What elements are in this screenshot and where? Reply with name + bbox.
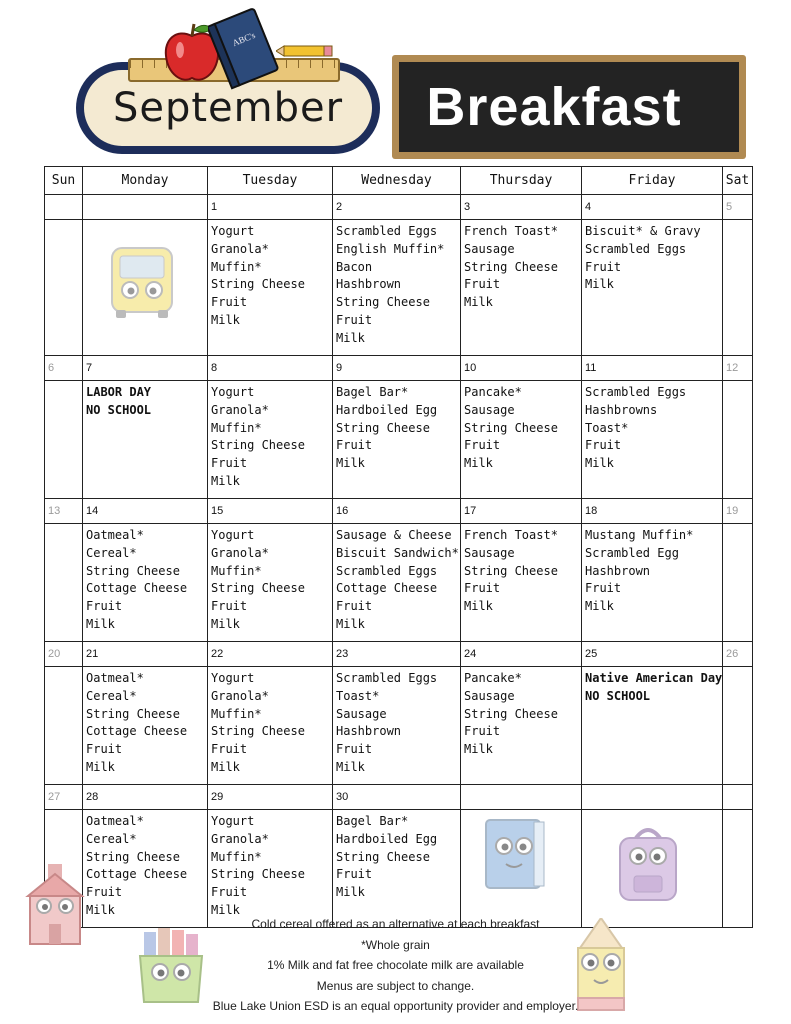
- menu-item: String Cheese: [86, 849, 180, 864]
- date-number: 13: [45, 499, 83, 524]
- menu-item: Muffin*: [211, 706, 262, 721]
- date-number: [83, 195, 208, 220]
- date-number: 1: [208, 195, 333, 220]
- date-number: 23: [333, 642, 461, 667]
- menu-item: Muffin*: [211, 420, 262, 435]
- menu-item: Fruit: [464, 581, 501, 596]
- footer-note-milk: 1% Milk and fat free chocolate milk are available: [267, 958, 524, 972]
- menu-item: Yogurt: [211, 528, 255, 542]
- weekday-header: Sat: [723, 167, 753, 195]
- menu-item: Fruit: [464, 724, 501, 739]
- menu-item: String Cheese: [336, 420, 430, 435]
- date-number: 14: [83, 499, 208, 524]
- menu-item: String Cheese: [86, 563, 180, 578]
- menu-item: Fruit: [336, 867, 373, 882]
- date-number: 9: [333, 356, 461, 381]
- menu-item: Sausage & Cheese: [336, 528, 452, 542]
- menu-item: Fruit: [211, 599, 248, 614]
- date-row: [45, 195, 753, 220]
- menu-item: Milk: [585, 277, 614, 292]
- menu-item: Fruit: [86, 885, 123, 900]
- menu-item: Yogurt: [211, 671, 255, 685]
- menu-cell: [45, 220, 83, 356]
- date-number: 30: [333, 785, 461, 810]
- date-number: 17: [461, 499, 582, 524]
- date-number: [461, 785, 582, 810]
- menu-cell: [582, 220, 723, 356]
- menu-item: Cereal*: [86, 688, 137, 703]
- menu-item: Scrambled Eggs: [585, 385, 687, 399]
- menu-cell: [723, 381, 753, 499]
- menu-item: Hashbrown: [585, 563, 651, 578]
- menu-item: Milk: [211, 759, 240, 774]
- menu-item: French Toast*: [464, 224, 558, 238]
- date-row: [45, 785, 753, 810]
- date-number: 22: [208, 642, 333, 667]
- menu-item: Milk: [86, 902, 115, 917]
- date-number: 2: [333, 195, 461, 220]
- menu-item: Bacon: [336, 259, 373, 274]
- menu-item: Sausage: [464, 402, 515, 417]
- menu-item: String Cheese: [336, 295, 430, 310]
- date-number: 3: [461, 195, 582, 220]
- date-row: [45, 356, 753, 381]
- menu-cell: [582, 667, 723, 785]
- menu-cell: [723, 667, 753, 785]
- menu-item: Scrambled Egg: [585, 545, 679, 560]
- pencil-icon: [276, 44, 334, 58]
- menu-cell: [45, 381, 83, 499]
- menu-item: Sausage: [336, 706, 387, 721]
- date-number: 28: [83, 785, 208, 810]
- date-number: [723, 785, 753, 810]
- menu-item: Fruit: [464, 438, 501, 453]
- menu-item: Pancake*: [464, 385, 522, 399]
- date-number: 8: [208, 356, 333, 381]
- chalkboard: [392, 55, 746, 159]
- menu-cell: [83, 524, 208, 642]
- menu-item: Bagel Bar*: [336, 814, 409, 828]
- menu-item: Hashbrowns: [585, 402, 658, 417]
- menu-item: Fruit: [336, 742, 373, 757]
- weekday-header: Sun: [45, 167, 83, 195]
- menu-cell: [723, 220, 753, 356]
- menu-cell: [333, 524, 461, 642]
- menu-item: Toast*: [585, 420, 629, 435]
- menu-item: Pancake*: [464, 671, 522, 685]
- menu-item: Yogurt: [211, 814, 255, 828]
- menu-cell: [45, 667, 83, 785]
- menu-item: Milk: [336, 456, 365, 471]
- menu-item: Fruit: [336, 599, 373, 614]
- menu-item: Oatmeal*: [86, 814, 144, 828]
- menu-item: Granola*: [211, 545, 269, 560]
- menu-item: Sausage: [464, 241, 515, 256]
- menu-item: Fruit: [86, 742, 123, 757]
- date-number: 21: [83, 642, 208, 667]
- menu-item: English Muffin*: [336, 241, 445, 256]
- menu-cell: [208, 667, 333, 785]
- menu-item: Scrambled Eggs: [336, 563, 438, 578]
- menu-item: String Cheese: [86, 706, 180, 721]
- menu-item: Milk: [211, 312, 240, 327]
- weekday-header: Monday: [83, 167, 208, 195]
- menu-cell: [208, 381, 333, 499]
- menu-item: Muffin*: [211, 563, 262, 578]
- menu-row: [45, 381, 753, 499]
- menu-item: Cottage Cheese: [86, 581, 188, 596]
- storybook-icon: [480, 812, 552, 892]
- menu-item: Toast*: [336, 688, 380, 703]
- menu-item: NO SCHOOL: [585, 688, 651, 703]
- date-number: 29: [208, 785, 333, 810]
- menu-item: Milk: [464, 742, 493, 757]
- menu-item: Fruit: [336, 312, 373, 327]
- menu-item: String Cheese: [211, 277, 305, 292]
- menu-item: Cottage Cheese: [336, 581, 438, 596]
- menu-cell: [83, 810, 208, 928]
- menu-item: Oatmeal*: [86, 671, 144, 685]
- menu-row: [45, 524, 753, 642]
- menu-item: Fruit: [585, 438, 622, 453]
- menu-item: Scrambled Eggs: [585, 241, 687, 256]
- book-cover-label: ABC's: [230, 29, 257, 49]
- menu-item: Mustang Muffin*: [585, 528, 694, 542]
- menu-item: Milk: [464, 599, 493, 614]
- menu-item: Granola*: [211, 402, 269, 417]
- menu-item: Fruit: [86, 599, 123, 614]
- menu-item: Fruit: [585, 581, 622, 596]
- menu-cell: [333, 667, 461, 785]
- footer-note-equal-opportunity: Blue Lake Union ESD is an equal opportunity provider and employer.: [212, 999, 579, 1013]
- menu-item: Fruit: [211, 295, 248, 310]
- menu-item: String Cheese: [464, 259, 558, 274]
- menu-item: Native American Day: [585, 671, 723, 685]
- menu-item: Fruit: [464, 277, 501, 292]
- menu-item: Fruit: [585, 259, 622, 274]
- menu-item: Biscuit* & Gravy: [585, 224, 701, 238]
- menu-item: Milk: [464, 295, 493, 310]
- footer-note-changes: Menus are subject to change.: [316, 979, 475, 993]
- menu-cell: [83, 381, 208, 499]
- menu-cell: [461, 524, 582, 642]
- menu-item: Scrambled Eggs: [336, 224, 438, 238]
- date-number: 12: [723, 356, 753, 381]
- menu-item: Milk: [211, 473, 240, 488]
- menu-cell: [461, 381, 582, 499]
- menu-cell: [208, 220, 333, 356]
- date-number: 16: [333, 499, 461, 524]
- menu-item: Oatmeal*: [86, 528, 144, 542]
- menu-item: NO SCHOOL: [86, 402, 152, 417]
- footer-note-cereal: Cold cereal offered as an alternative at each breakfast: [251, 917, 540, 931]
- chalkboard-surface: [399, 62, 739, 152]
- menu-cell: [582, 524, 723, 642]
- date-number: [45, 195, 83, 220]
- menu-item: Granola*: [211, 241, 269, 256]
- menu-cell: [723, 524, 753, 642]
- menu-item: Fruit: [336, 438, 373, 453]
- menu-item: String Cheese: [211, 867, 305, 882]
- menu-item: Milk: [211, 902, 240, 917]
- date-number: 18: [582, 499, 723, 524]
- menu-cell: [208, 810, 333, 928]
- date-number: 27: [45, 785, 83, 810]
- menu-item: Cottage Cheese: [86, 867, 188, 882]
- weekday-header: Tuesday: [208, 167, 333, 195]
- menu-item: Milk: [336, 759, 365, 774]
- menu-item: Hardboiled Egg: [336, 831, 438, 846]
- menu-cell: [723, 810, 753, 928]
- menu-item: Milk: [86, 759, 115, 774]
- menu-item: String Cheese: [464, 563, 558, 578]
- date-number: [582, 785, 723, 810]
- menu-item: Yogurt: [211, 224, 255, 238]
- menu-item: Milk: [585, 456, 614, 471]
- menu-item: Scrambled Eggs: [336, 671, 438, 685]
- date-number: 7: [83, 356, 208, 381]
- menu-item: Milk: [86, 616, 115, 631]
- date-number: 19: [723, 499, 753, 524]
- weekday-header: Thursday: [461, 167, 582, 195]
- menu-cell: [333, 381, 461, 499]
- menu-cell: [461, 220, 582, 356]
- menu-item: Fruit: [211, 742, 248, 757]
- weekday-header-row: [45, 167, 753, 195]
- date-row: [45, 642, 753, 667]
- date-number: 6: [45, 356, 83, 381]
- menu-item: Muffin*: [211, 849, 262, 864]
- weekday-header: Friday: [582, 167, 723, 195]
- menu-item: String Cheese: [211, 724, 305, 739]
- menu-item: String Cheese: [336, 849, 430, 864]
- menu-item: Biscuit Sandwich*: [336, 545, 459, 560]
- date-number: 10: [461, 356, 582, 381]
- menu-item: Hardboiled Egg: [336, 402, 438, 417]
- page-title: Breakfast: [426, 77, 682, 137]
- menu-item: Milk: [585, 599, 614, 614]
- menu-cell: [83, 667, 208, 785]
- menu-cell: [333, 810, 461, 928]
- menu-item: Sausage: [464, 688, 515, 703]
- menu-cell: [461, 667, 582, 785]
- menu-item: String Cheese: [464, 706, 558, 721]
- menu-item: Fruit: [211, 885, 248, 900]
- menu-item: Cereal*: [86, 831, 137, 846]
- menu-item: Bagel Bar*: [336, 385, 409, 399]
- schoolhouse-icon: [24, 864, 86, 946]
- date-number: 26: [723, 642, 753, 667]
- menu-item: Muffin*: [211, 259, 262, 274]
- month-title: September: [112, 85, 344, 131]
- menu-item: Cottage Cheese: [86, 724, 188, 739]
- menu-item: Granola*: [211, 688, 269, 703]
- menu-row: [45, 667, 753, 785]
- menu-cell: [45, 524, 83, 642]
- menu-item: Sausage: [464, 545, 515, 560]
- date-number: 25: [582, 642, 723, 667]
- menu-item: Milk: [336, 330, 365, 345]
- footer-note-whole-grain: *Whole grain: [361, 938, 430, 952]
- backpack-icon: [612, 820, 684, 904]
- menu-item: Hashbrown: [336, 277, 402, 292]
- school-bus-icon: [104, 244, 180, 320]
- menu-item: Milk: [336, 616, 365, 631]
- menu-item: String Cheese: [464, 420, 558, 435]
- menu-item: Milk: [464, 456, 493, 471]
- menu-cell: [582, 381, 723, 499]
- menu-item: Fruit: [211, 456, 248, 471]
- book-icon: [208, 6, 284, 90]
- menu-item: String Cheese: [211, 438, 305, 453]
- menu-item: Milk: [211, 616, 240, 631]
- menu-item: Granola*: [211, 831, 269, 846]
- date-row: [45, 499, 753, 524]
- menu-item: French Toast*: [464, 528, 558, 542]
- date-number: 24: [461, 642, 582, 667]
- date-number: 4: [582, 195, 723, 220]
- date-number: 15: [208, 499, 333, 524]
- menu-cell: [333, 220, 461, 356]
- date-number: 20: [45, 642, 83, 667]
- weekday-header: Wednesday: [333, 167, 461, 195]
- date-number: 11: [582, 356, 723, 381]
- menu-item: Milk: [336, 885, 365, 900]
- menu-item: Hashbrown: [336, 724, 402, 739]
- menu-item: String Cheese: [211, 581, 305, 596]
- menu-item: Yogurt: [211, 385, 255, 399]
- menu-item: Cereal*: [86, 545, 137, 560]
- menu-cell: [208, 524, 333, 642]
- menu-item: LABOR DAY: [86, 385, 152, 399]
- date-number: 5: [723, 195, 753, 220]
